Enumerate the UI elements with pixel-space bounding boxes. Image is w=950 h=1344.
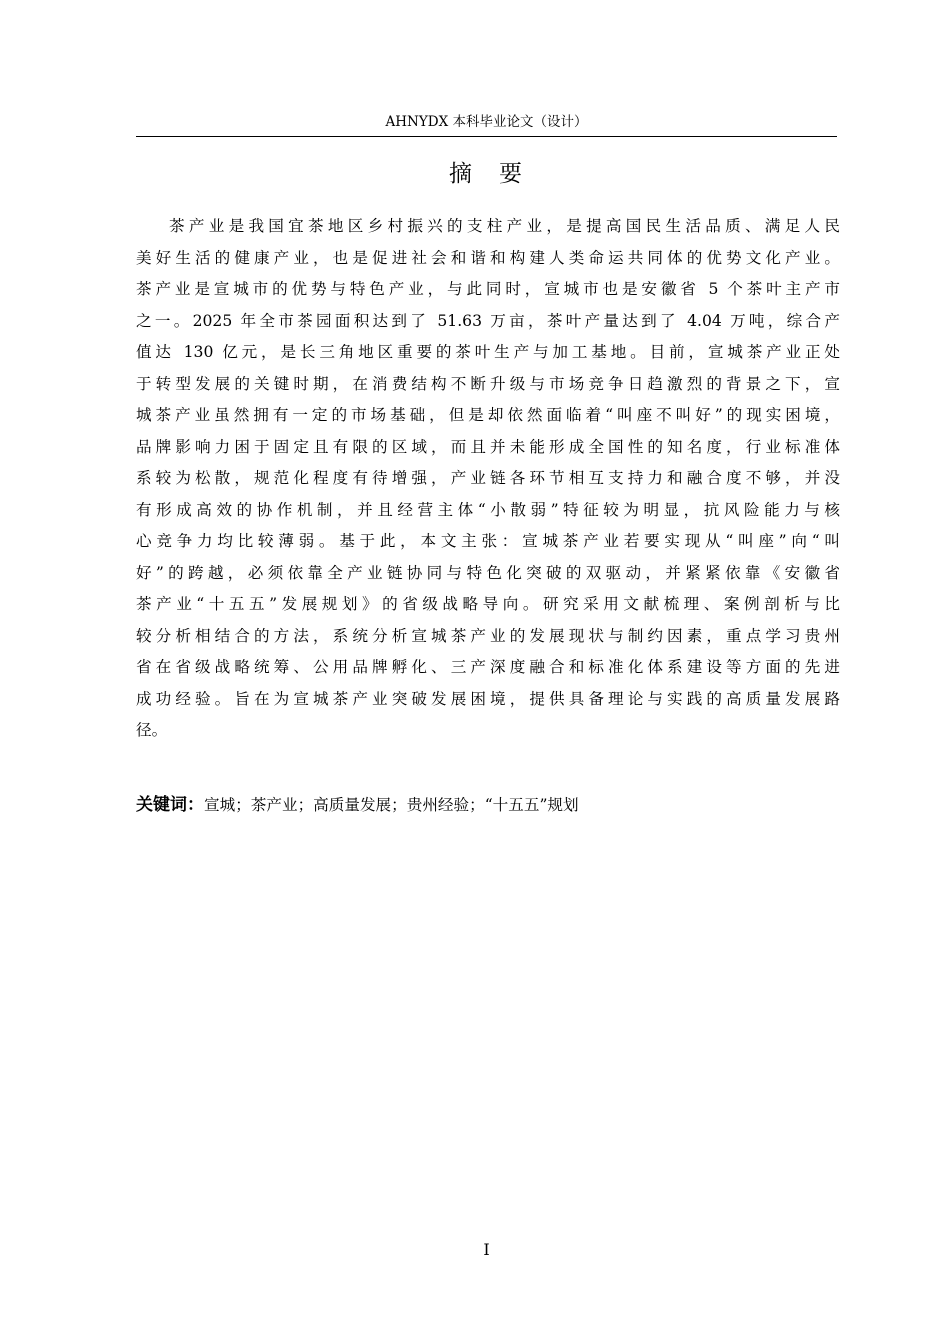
- abstract-line: 之一。2025 年全市茶园面积达到了 51.63 万亩，茶叶产量达到了 4.04 万吨，综合产: [136, 311, 840, 330]
- abstract-line: 省在省级战略统筹、公用品牌孵化、三产深度融合和标准化体系建设等方面的先进: [136, 658, 840, 676]
- running-header: AHNYDX 本科毕业论文（设计）: [385, 114, 588, 130]
- abstract-line: 城茶产业虽然拥有一定的市场基础，但是却依然面临着“叫座不叫好”的现实困境，: [136, 406, 840, 424]
- abstract-line: 茶产业是我国宜茶地区乡村振兴的支柱产业，是提高国民生活品质、满足人民: [169, 217, 840, 235]
- abstract-line: 品牌影响力困于固定且有限的区域，而且并未能形成全国性的知名度，行业标准体: [136, 437, 840, 456]
- header-rule: [136, 136, 837, 137]
- abstract-line: 有形成高效的协作机制，并且经营主体“小散弱”特征较为明显，抗风险能力与核: [136, 500, 840, 519]
- abstract-line: 径。: [136, 721, 168, 739]
- keywords-label: 关键词：: [136, 795, 204, 815]
- abstract-line: 较分析相结合的方法，系统分析宣城茶产业的发展现状与制约因素，重点学习贵州: [136, 626, 840, 645]
- abstract-line: 心竞争力均比较薄弱。基于此，本文主张：宣城茶产业若要实现从“叫座”向“叫: [136, 532, 840, 550]
- abstract-line: 成功经验。旨在为宣城茶产业突破发展困境，提供具备理论与实践的高质量发展路: [136, 689, 840, 708]
- abstract-line: 值达 130 亿元，是长三角地区重要的茶叶生产与加工基地。目前，宣城茶产业正处: [136, 343, 840, 361]
- abstract-line: 茶产业“十五五”发展规划》的省级战略导向。研究采用文献梳理、案例剖析与比: [136, 595, 840, 613]
- abstract-line: 系较为松散，规范化程度有待增强，产业链各环节相互支持力和融合度不够，并没: [136, 469, 840, 487]
- page-number: I: [483, 1240, 490, 1259]
- abstract-line: 茶产业是宣城市的优势与特色产业，与此同时，宣城市也是安徽省 5 个茶叶主产市: [136, 280, 840, 298]
- abstract-title: 摘 要: [449, 161, 524, 187]
- abstract-body: [136, 211, 840, 747]
- keywords: [136, 790, 840, 820]
- abstract-line: 好”的跨越，必须依靠全产业链协同与特色化突破的双驱动，并紧紧依靠《安徽省: [136, 563, 840, 582]
- abstract-line: 于转型发展的关键时期，在消费结构不断升级与市场竞争日趋激烈的背景之下，宣: [136, 374, 840, 393]
- abstract-line: 美好生活的健康产业，也是促进社会和谐和构建人类命运共同体的优势文化产业。: [136, 248, 840, 267]
- keywords-value: 宣城；茶产业；高质量发展；贵州经验；“十五五”规划: [204, 796, 579, 814]
